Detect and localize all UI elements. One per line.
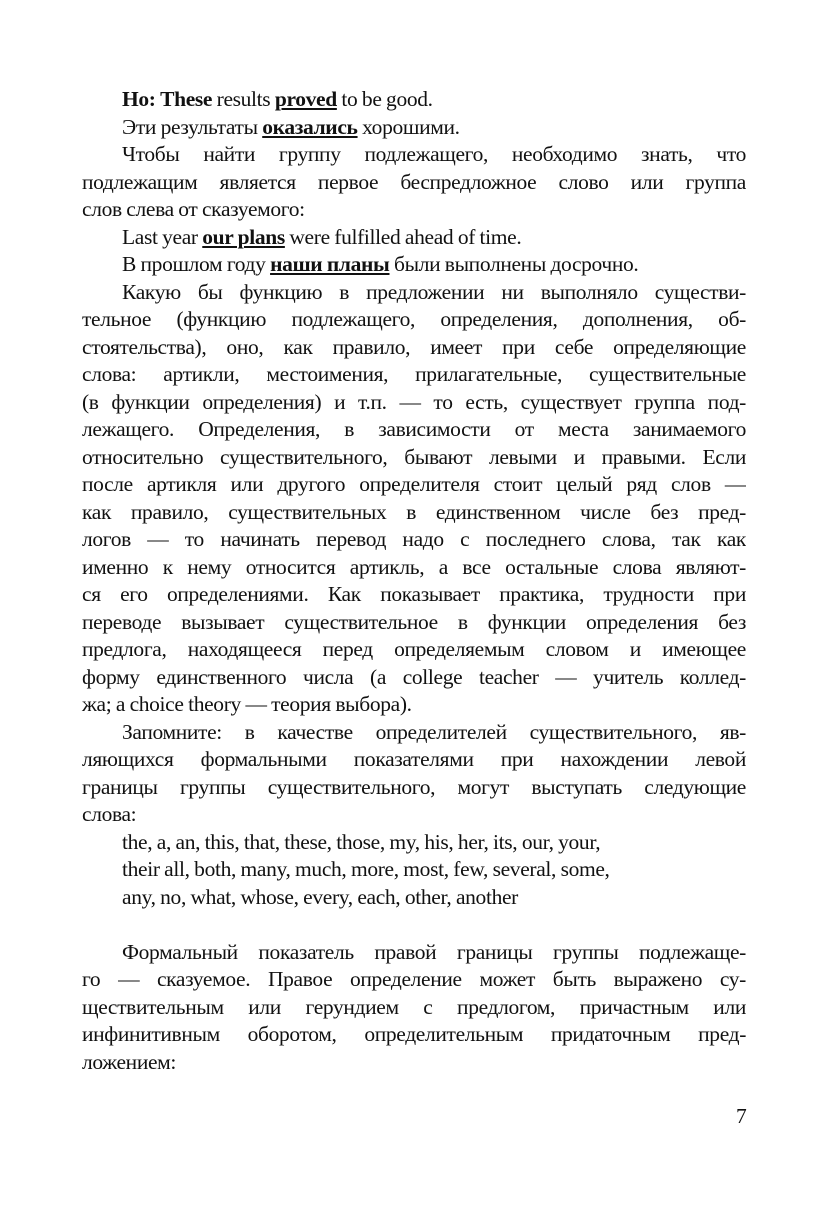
text-line bbox=[82, 114, 746, 142]
emphasized-text: Но: These bbox=[122, 87, 213, 111]
text-line bbox=[82, 664, 746, 692]
text-line bbox=[82, 196, 746, 224]
text-line bbox=[82, 224, 746, 252]
text-segment: Формальный показатель правой границы группы подлежаще- bbox=[122, 939, 746, 964]
page-number: 7 bbox=[736, 1104, 747, 1128]
text-segment: ся его определениями. Как показывает практика, трудности при bbox=[82, 582, 746, 606]
emphasized-text: наши планы bbox=[270, 252, 390, 276]
text-line bbox=[82, 609, 746, 637]
text-segment: го — сказуемое. Правое определение может быть выражено су- bbox=[82, 967, 746, 991]
text-segment: were fulfilled ahead of time. bbox=[284, 224, 522, 249]
text-segment: their all, both, many, much, more, most, few, several, some, bbox=[122, 857, 610, 881]
text-line bbox=[82, 939, 746, 967]
text-segment: жа; a choice theory — теория выбора). bbox=[82, 692, 412, 716]
text-segment: Какую бы функцию в предложении ни выполняло существи- bbox=[122, 279, 746, 304]
text-line bbox=[82, 884, 746, 912]
text-segment: В прошлом году bbox=[122, 252, 271, 276]
text-line bbox=[82, 801, 746, 829]
text-segment: форму единственного числа (a college teacher — учитель коллед- bbox=[82, 664, 746, 689]
text-line bbox=[82, 334, 746, 362]
text-line bbox=[82, 251, 746, 279]
text-segment: именно к нему относится артикль, а все остальные слова являют- bbox=[82, 554, 746, 579]
text-line bbox=[82, 169, 746, 197]
text-line bbox=[82, 719, 746, 747]
text-segment: были выполнены досрочно. bbox=[389, 252, 639, 276]
text-segment: the, a, an, this, that, these, those, my, his, her, its, our, your, bbox=[122, 829, 601, 854]
text-segment: предлога, находящееся перед определяемым словом и имеющее bbox=[82, 637, 746, 661]
text-segment: лежащего. Определения, в зависимости от места занимаемого bbox=[82, 417, 746, 441]
text-segment: слова: bbox=[82, 802, 137, 826]
text-line bbox=[82, 1049, 746, 1077]
text-line bbox=[82, 86, 746, 114]
text-segment: логов — то начинать перевод надо с последнего слова, так как bbox=[82, 527, 746, 551]
text-segment: переводе вызывает существительное в функции определения без bbox=[82, 609, 746, 634]
text-line bbox=[82, 554, 746, 582]
text-segment: ществительным или герундием с предлогом, причастным или bbox=[82, 994, 746, 1019]
text-line bbox=[82, 444, 746, 472]
text-segment: слова: артикли, местоимения, прилагательные, существительные bbox=[82, 362, 746, 386]
text-line bbox=[82, 389, 746, 417]
emphasized-text: proved bbox=[274, 87, 337, 111]
text-segment: слов слева от сказуемого: bbox=[82, 197, 305, 221]
emphasized-text: оказались bbox=[262, 114, 358, 139]
text-segment: после артикля или другого определителя стоит целый ряд слов — bbox=[82, 472, 746, 496]
text-line bbox=[82, 499, 746, 527]
text-line bbox=[82, 416, 746, 444]
text-line bbox=[82, 774, 746, 802]
text-line bbox=[82, 1021, 746, 1049]
text-segment: results bbox=[212, 87, 275, 111]
text-segment: ляющихся формальными показателями при нахождении левой bbox=[82, 747, 746, 771]
text-line bbox=[82, 279, 746, 307]
text-line bbox=[82, 581, 746, 609]
text-line bbox=[82, 526, 746, 554]
text-segment: (в функции определения) и т.п. — то есть, существует группа под- bbox=[82, 389, 746, 414]
text-line bbox=[82, 994, 746, 1022]
text-line bbox=[82, 691, 746, 719]
text-segment: относительно существительного, бывают левыми и правыми. Если bbox=[82, 444, 746, 469]
text-line bbox=[82, 471, 746, 499]
text-line bbox=[82, 746, 746, 774]
text-segment: стоятельства), оно, как правило, имеет при себе определяющие bbox=[82, 334, 746, 359]
blank-line bbox=[82, 911, 746, 939]
text-segment: Запомните: в качестве определителей существительного, яв- bbox=[122, 719, 746, 744]
text-segment: Last year bbox=[122, 224, 203, 249]
text-segment: границы группы существительного, могут выступать следующие bbox=[82, 774, 746, 799]
text-line bbox=[82, 361, 746, 389]
text-segment: тельное (функцию подлежащего, определения, дополнения, об- bbox=[82, 307, 746, 331]
text-segment: ложением: bbox=[82, 1049, 177, 1074]
text-segment: подлежащим является первое беспредложное слово или группа bbox=[82, 169, 746, 194]
text-line bbox=[82, 966, 746, 994]
text-segment: инфинитивным оборотом, определительным придаточным пред- bbox=[82, 1022, 746, 1046]
text-line bbox=[82, 306, 746, 334]
emphasized-text: our plans bbox=[202, 224, 285, 249]
text-segment: как правило, существительных в единственном числе без пред- bbox=[82, 499, 746, 524]
text-line bbox=[82, 636, 746, 664]
text-line bbox=[82, 856, 746, 884]
text-segment: any, no, what, whose, every, each, other, another bbox=[122, 884, 518, 909]
text-line bbox=[82, 141, 746, 169]
text-segment: хорошими. bbox=[357, 114, 460, 139]
text-segment: Эти результаты bbox=[122, 114, 263, 139]
text-line bbox=[82, 829, 746, 857]
text-segment: Чтобы найти группу подлежащего, необходимо знать, что bbox=[122, 142, 746, 166]
text-segment: to be good. bbox=[336, 87, 433, 111]
page-body bbox=[82, 86, 746, 1076]
